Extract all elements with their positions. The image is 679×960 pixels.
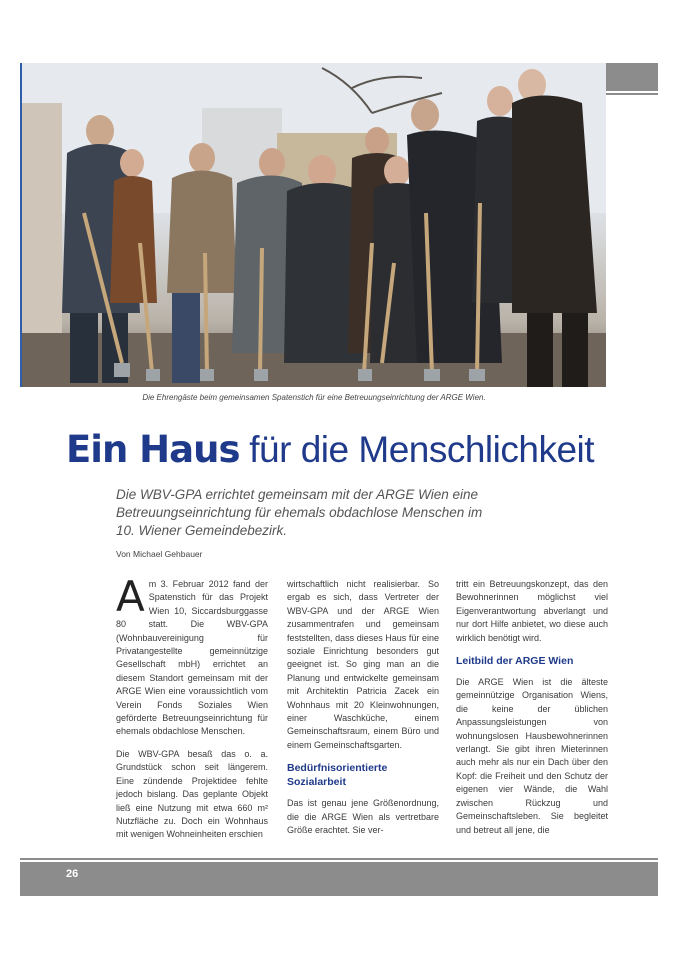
footer-rule (20, 858, 658, 860)
page-number: 26 (66, 868, 79, 880)
group-photo (22, 63, 606, 387)
paragraph: wirtschaftlich nicht realisierbar. So ergab es sich, dass Vertreter der WBV-GPA und der ARGE Wien zusammentrafen und gemeinsam feststellten, dass dieses Haus für eine soziale Einrichtung besonders gut geeignet ist. So ging man an die Planung und entwickelte gemeinsam mit Architektin Patricia Zacek ein Wohnhaus mit 20 Kleinwohnungen, einer Waschküche, einem Gemeinschaftsraum, einem Büro und einem Gemeinschaftsgarten. (287, 579, 439, 750)
paragraph: Das ist genau jene Größenordnung, die die ARGE Wien als vertretbare Größe erachtet. Sie ver- (287, 798, 439, 836)
paragraph: tritt ein Betreuungskonzept, das den Bewohnerinnen möglichst viel Eigenverantwortung abverlangt und nur dort Hilfe anbietet, wo diese auch wirklich benötigt wird. (456, 579, 608, 643)
footer-bar (20, 862, 658, 896)
header-rule (606, 93, 658, 95)
title-bold: Ein Haus (66, 428, 240, 471)
text-column-1 (116, 572, 268, 851)
subheading: Leitbild der ARGE Wien (456, 655, 574, 668)
paragraph: Die WBV-GPA besaß das o. a. Grundstück schon seit längerem. Eine zündende Projektidee fehlte jedoch bislang. Das geplante Objekt ließ eine Nutzung mit etwa 660 m² Nutzfläche zu. Doch ein Wohnhaus mit wenigen Wohneinheiten erschien (116, 748, 268, 840)
header-bar (606, 63, 658, 91)
title-light: für die Menschlichkeit (249, 429, 595, 470)
photo-caption: Die Ehrengäste beim gemeinsamen Spatenstich für eine Betreuungseinrichtung der ARGE Wien. (142, 393, 486, 402)
article-title (66, 428, 626, 472)
text-column-2 (287, 578, 439, 847)
paragraph: Die ARGE Wien ist die älteste gemeinnützige Organisation Wiens, die keine der üblichen Anpassungsleistungen von wohnungslosen Hausbewohnerinnen verlangt. Sie gibt ihren Mieterinnen auch mehr als nur ein Dach über den Kopf: die Freiheit und den Schutz der eigenen vier Wände, die Wahl zwischen Rückzug und Gemeinschaftsleben. Sie begleitet und betreut all jene, die (456, 677, 608, 835)
article-byline: Von Michael Gehbauer (116, 549, 203, 559)
paragraph: m 3. Februar 2012 fand der Spatenstich für das Projekt Wien 10, Siccardsburggasse 80 statt. Die WBV-GPA (Wohnbauvereinigung für Privatangestellte gemeinnützige Gesellschaft mbH) errichtet an diesem Standort gemeinsam mit der ARGE Wien eine voraussichtlich vom Verein Fonds Soziales Wien geförderte Betreuungseinrichtung für ehemals obdachlose Menschen. (116, 579, 268, 737)
text-column-3 (456, 578, 608, 846)
dropcap: A (116, 572, 145, 621)
photo-illustration (22, 63, 606, 387)
article-lead: Die WBV-GPA errichtet gemeinsam mit der ARGE Wien eine Betreuungseinrichtung für ehemals obdachlose Menschen im 10. Wiener Gemeindebezirk. (116, 487, 483, 538)
subheading: Bedürfnisorientierte Sozialarbeit (287, 762, 388, 789)
